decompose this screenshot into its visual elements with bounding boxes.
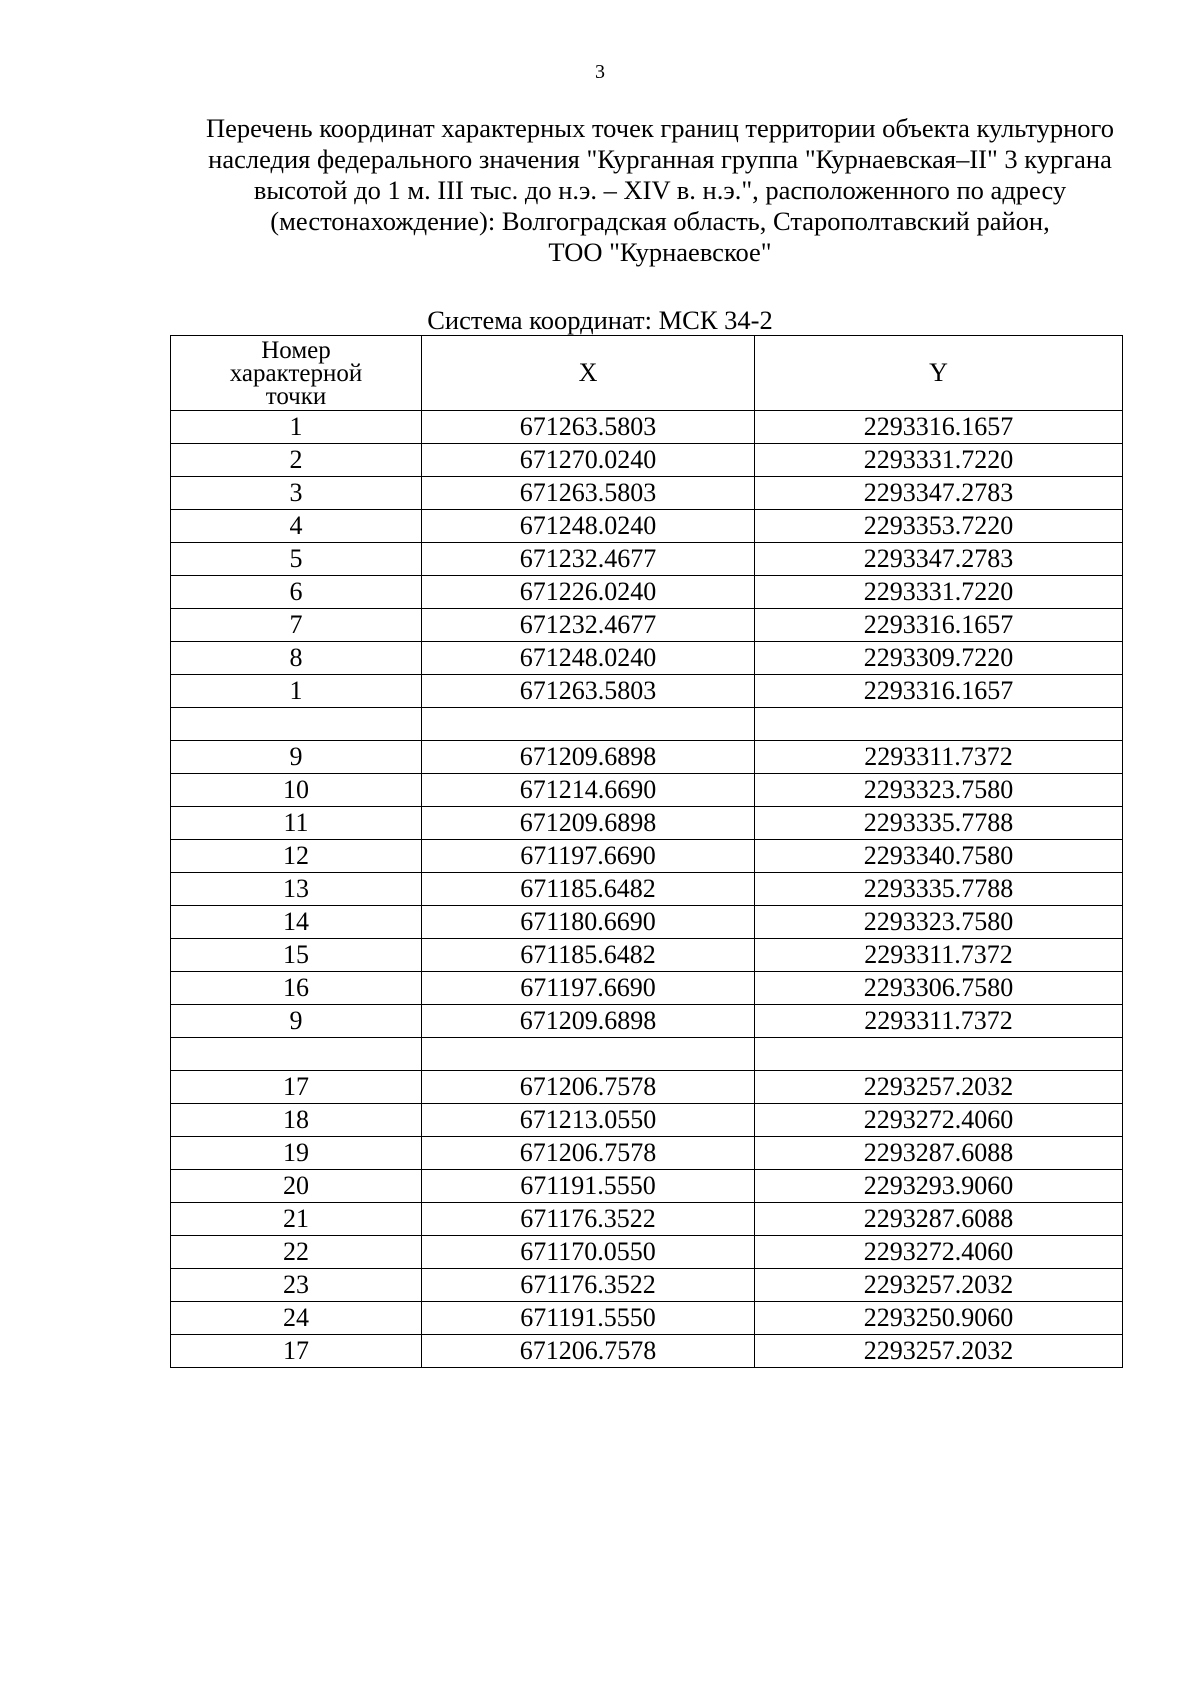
table-row xyxy=(171,1170,1123,1203)
y-coordinate-cell: 2293272.4060 xyxy=(755,1104,1123,1137)
x-coordinate-cell: 671197.6690 xyxy=(422,972,755,1005)
y-coordinate-cell: 2293335.7788 xyxy=(755,807,1123,840)
y-coordinate-cell: 2293347.2783 xyxy=(755,543,1123,576)
x-coordinate-cell: 671206.7578 xyxy=(422,1335,755,1368)
x-coordinate-cell: 671232.4677 xyxy=(422,609,755,642)
point-number-cell: 2 xyxy=(171,444,422,477)
y-coordinate-cell: 2293257.2032 xyxy=(755,1071,1123,1104)
y-coordinate-cell: 2293257.2032 xyxy=(755,1269,1123,1302)
x-coordinate-cell: 671191.5550 xyxy=(422,1302,755,1335)
title-line: высотой до 1 м. III тыс. до н.э. – XIV в. н.э.", расположенного по адресу xyxy=(253,175,1067,205)
point-number-cell: 16 xyxy=(171,972,422,1005)
table-row xyxy=(171,477,1123,510)
x-coordinate-cell: 671263.5803 xyxy=(422,675,755,708)
x-coordinate-cell: 671263.5803 xyxy=(422,477,755,510)
table-row xyxy=(171,576,1123,609)
x-coordinate-cell: 671213.0550 xyxy=(422,1104,755,1137)
table-body xyxy=(171,411,1123,1368)
point-number-cell: 13 xyxy=(171,873,422,906)
table-row xyxy=(171,1071,1123,1104)
y-coordinate-cell: 2293323.7580 xyxy=(755,774,1123,807)
y-coordinate-cell: 2293311.7372 xyxy=(755,741,1123,774)
table-header-row xyxy=(171,336,1123,411)
y-coordinate-cell: 2293323.7580 xyxy=(755,906,1123,939)
point-number-cell: 17 xyxy=(171,1335,422,1368)
table-row xyxy=(171,1335,1123,1368)
page-number: 3 xyxy=(595,61,605,83)
point-number-cell xyxy=(171,1038,422,1071)
y-coordinate-cell xyxy=(755,1038,1123,1071)
point-number-cell xyxy=(171,708,422,741)
y-coordinate-cell: 2293316.1657 xyxy=(755,411,1123,444)
y-coordinate-cell: 2293311.7372 xyxy=(755,1005,1123,1038)
table-row xyxy=(171,807,1123,840)
y-coordinate-cell: 2293306.7580 xyxy=(755,972,1123,1005)
point-number-cell: 22 xyxy=(171,1236,422,1269)
y-coordinate-cell: 2293287.6088 xyxy=(755,1137,1123,1170)
point-number-cell: 17 xyxy=(171,1071,422,1104)
point-number-cell: 9 xyxy=(171,1005,422,1038)
table-row xyxy=(171,543,1123,576)
table-row xyxy=(171,972,1123,1005)
x-coordinate-cell: 671197.6690 xyxy=(422,840,755,873)
x-coordinate-cell: 671206.7578 xyxy=(422,1071,755,1104)
point-number-cell: 18 xyxy=(171,1104,422,1137)
table-row xyxy=(171,1203,1123,1236)
x-coordinate-cell: 671209.6898 xyxy=(422,1005,755,1038)
header-line: Номер xyxy=(261,336,331,364)
table-row xyxy=(171,1005,1123,1038)
title-line: Перечень координат характерных точек границ территории объекта культурного xyxy=(206,113,1114,143)
y-coordinate-cell: 2293250.9060 xyxy=(755,1302,1123,1335)
title-line: наследия федерального значения "Курганная группа "Курнаевская–II" 3 кургана xyxy=(208,144,1112,174)
point-number-cell: 19 xyxy=(171,1137,422,1170)
point-number-cell: 6 xyxy=(171,576,422,609)
table-row xyxy=(171,642,1123,675)
table-row xyxy=(171,774,1123,807)
x-coordinate-cell: 671191.5550 xyxy=(422,1170,755,1203)
table-row xyxy=(171,444,1123,477)
y-coordinate-cell: 2293293.9060 xyxy=(755,1170,1123,1203)
table-row xyxy=(171,906,1123,939)
y-coordinate-cell: 2293257.2032 xyxy=(755,1335,1123,1368)
coordinates-table xyxy=(170,335,1123,1368)
x-coordinate-cell: 671176.3522 xyxy=(422,1269,755,1302)
table-row xyxy=(171,675,1123,708)
x-coordinate-cell xyxy=(422,708,755,741)
y-coordinate-cell xyxy=(755,708,1123,741)
point-number-cell: 21 xyxy=(171,1203,422,1236)
x-coordinate-cell: 671170.0550 xyxy=(422,1236,755,1269)
header-y: Y xyxy=(755,336,1123,411)
table-row xyxy=(171,708,1123,741)
table-row xyxy=(171,1236,1123,1269)
x-coordinate-cell: 671209.6898 xyxy=(422,807,755,840)
y-coordinate-cell: 2293335.7788 xyxy=(755,873,1123,906)
y-coordinate-cell: 2293311.7372 xyxy=(755,939,1123,972)
y-coordinate-cell: 2293331.7220 xyxy=(755,444,1123,477)
document-title xyxy=(160,113,1160,268)
table-row xyxy=(171,1137,1123,1170)
x-coordinate-cell: 671263.5803 xyxy=(422,411,755,444)
point-number-cell: 5 xyxy=(171,543,422,576)
point-number-cell: 9 xyxy=(171,741,422,774)
point-number-cell: 11 xyxy=(171,807,422,840)
header-point-number xyxy=(171,336,422,411)
point-number-cell: 24 xyxy=(171,1302,422,1335)
table-row xyxy=(171,411,1123,444)
table-row xyxy=(171,840,1123,873)
y-coordinate-cell: 2293331.7220 xyxy=(755,576,1123,609)
point-number-cell: 1 xyxy=(171,675,422,708)
table-row xyxy=(171,609,1123,642)
table-row xyxy=(171,939,1123,972)
y-coordinate-cell: 2293272.4060 xyxy=(755,1236,1123,1269)
x-coordinate-cell: 671226.0240 xyxy=(422,576,755,609)
table-row xyxy=(171,873,1123,906)
table-row xyxy=(171,510,1123,543)
y-coordinate-cell: 2293353.7220 xyxy=(755,510,1123,543)
x-coordinate-cell: 671176.3522 xyxy=(422,1203,755,1236)
y-coordinate-cell: 2293340.7580 xyxy=(755,840,1123,873)
header-line: характерной xyxy=(229,359,363,387)
point-number-cell: 4 xyxy=(171,510,422,543)
table-row xyxy=(171,1269,1123,1302)
x-coordinate-cell: 671185.6482 xyxy=(422,939,755,972)
y-coordinate-cell: 2293309.7220 xyxy=(755,642,1123,675)
point-number-cell: 7 xyxy=(171,609,422,642)
table-row xyxy=(171,741,1123,774)
x-coordinate-cell: 671209.6898 xyxy=(422,741,755,774)
point-number-cell: 1 xyxy=(171,411,422,444)
coordinate-system-caption: Система координат: МСК 34-2 xyxy=(427,305,773,335)
x-coordinate-cell: 671185.6482 xyxy=(422,873,755,906)
point-number-cell: 8 xyxy=(171,642,422,675)
point-number-cell: 20 xyxy=(171,1170,422,1203)
x-coordinate-cell: 671232.4677 xyxy=(422,543,755,576)
point-number-cell: 12 xyxy=(171,840,422,873)
table-row xyxy=(171,1038,1123,1071)
point-number-cell: 23 xyxy=(171,1269,422,1302)
header-line: точки xyxy=(265,382,327,410)
y-coordinate-cell: 2293316.1657 xyxy=(755,609,1123,642)
table-row xyxy=(171,1302,1123,1335)
x-coordinate-cell: 671248.0240 xyxy=(422,642,755,675)
x-coordinate-cell xyxy=(422,1038,755,1071)
point-number-cell: 14 xyxy=(171,906,422,939)
y-coordinate-cell: 2293347.2783 xyxy=(755,477,1123,510)
title-line: (местонахождение): Волгоградская область, Старополтавский район, xyxy=(270,206,1050,236)
y-coordinate-cell: 2293316.1657 xyxy=(755,675,1123,708)
y-coordinate-cell: 2293287.6088 xyxy=(755,1203,1123,1236)
title-line: ТОО "Курнаевское" xyxy=(548,237,772,267)
point-number-cell: 10 xyxy=(171,774,422,807)
table-row xyxy=(171,1104,1123,1137)
x-coordinate-cell: 671206.7578 xyxy=(422,1137,755,1170)
header-x: X xyxy=(422,336,755,411)
point-number-cell: 3 xyxy=(171,477,422,510)
x-coordinate-cell: 671180.6690 xyxy=(422,906,755,939)
x-coordinate-cell: 671248.0240 xyxy=(422,510,755,543)
point-number-cell: 15 xyxy=(171,939,422,972)
x-coordinate-cell: 671214.6690 xyxy=(422,774,755,807)
x-coordinate-cell: 671270.0240 xyxy=(422,444,755,477)
